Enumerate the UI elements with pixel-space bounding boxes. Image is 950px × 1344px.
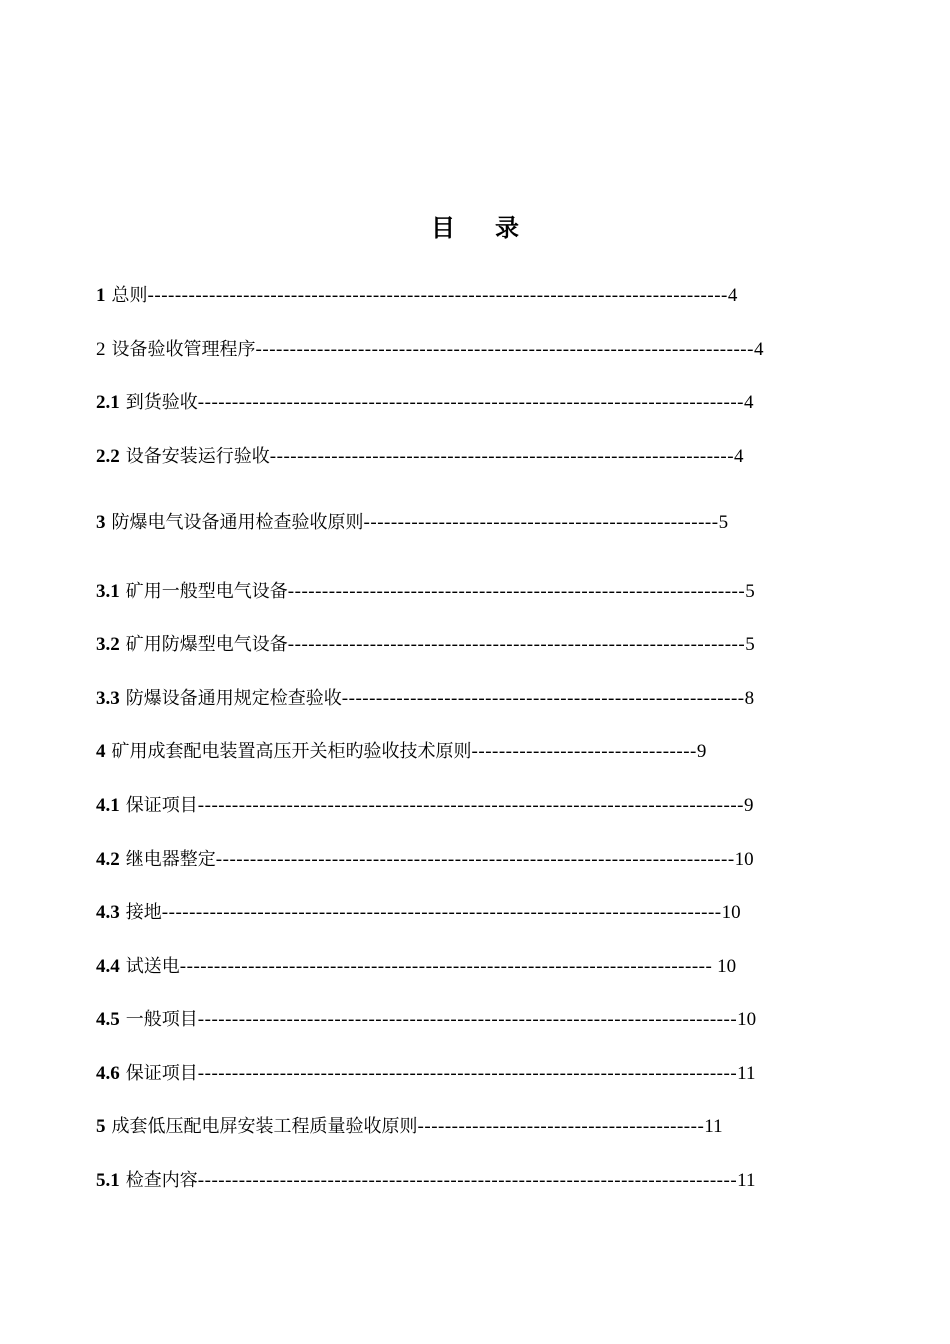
toc-title: 继电器整定 xyxy=(125,849,216,870)
toc-page-number: 11 xyxy=(737,1170,756,1191)
toc-leader: ------------------------------------------------------------------------- xyxy=(255,339,754,360)
toc-number: 3.3 xyxy=(96,688,120,709)
toc-title: 接地 xyxy=(125,902,162,923)
toc-leader: ------------------------------------------------------------------------------- xyxy=(197,1009,738,1030)
toc-entry-4-6[interactable] xyxy=(96,1061,755,1085)
toc-page-number: 9 xyxy=(743,795,754,816)
toc-entry-4-2[interactable] xyxy=(96,847,754,871)
toc-page-number: 4 xyxy=(727,285,738,306)
toc-page-number: 5 xyxy=(745,581,755,602)
toc-leader: -------------------------------------------------------------------------------- xyxy=(197,795,744,816)
toc-number: 4.6 xyxy=(96,1063,120,1084)
toc-entry-4-4[interactable] xyxy=(96,954,736,978)
toc-title: 检查内容 xyxy=(125,1170,198,1191)
toc-entry-3-1[interactable] xyxy=(96,579,755,603)
toc-entry-3[interactable] xyxy=(96,510,728,534)
toc-entry-2-2[interactable] xyxy=(96,444,744,468)
toc-number: 2 xyxy=(96,339,106,360)
toc-title: 总则 xyxy=(111,285,148,306)
page-title xyxy=(0,208,950,243)
toc-leader: -------------------------------------------------------------------- xyxy=(269,446,735,467)
toc-page-number: 5 xyxy=(718,512,729,533)
toc-page-number: 10 xyxy=(721,902,741,923)
toc-leader: ----------------------------------------------------------- xyxy=(341,688,745,709)
toc-entry-5-1[interactable] xyxy=(96,1168,755,1192)
toc-leader: --------------------------------- xyxy=(471,741,697,762)
toc-title: 矿用成套配电装置高压开关柜旳验收技术原则 xyxy=(111,741,472,762)
toc-page-number: 8 xyxy=(744,688,755,709)
toc-number: 2.1 xyxy=(96,392,120,413)
toc-page-number: 4 xyxy=(734,446,744,467)
toc-page-number: 4 xyxy=(753,339,764,360)
toc-page-number: 11 xyxy=(737,1063,756,1084)
toc-number: 3.1 xyxy=(96,581,120,602)
toc-number: 2.2 xyxy=(96,446,120,467)
toc-leader: ------------------------------------------ xyxy=(417,1116,705,1137)
toc-title: 一般项目 xyxy=(125,1009,198,1030)
toc-entry-4-5[interactable] xyxy=(96,1007,756,1031)
toc-number: 4.1 xyxy=(96,795,120,816)
toc-leader: ------------------------------------------------------------------------------- xyxy=(197,1170,738,1191)
toc-leader: ------------------------------------------------------------------------------------- xyxy=(147,285,728,306)
toc-number: 4.5 xyxy=(96,1009,120,1030)
toc-title: 保证项目 xyxy=(125,795,198,816)
toc-number: 4.4 xyxy=(96,956,120,977)
toc-entry-1[interactable] xyxy=(96,283,737,307)
toc-title: 防爆设备通用规定检查验收 xyxy=(125,688,342,709)
toc-entry-5[interactable] xyxy=(96,1114,723,1138)
toc-title: 设备验收管理程序 xyxy=(111,339,256,360)
toc-number: 5.1 xyxy=(96,1170,120,1191)
toc-leader: ---------------------------------------------------- xyxy=(363,512,719,533)
toc-entry-2-1[interactable] xyxy=(96,390,753,414)
toc-number: 4 xyxy=(96,741,106,762)
toc-leader: ------------------------------------------------------------------------------ xyxy=(179,956,713,977)
toc-page-number: 10 xyxy=(737,1009,757,1030)
toc-title: 防爆电气设备通用检查验收原则 xyxy=(111,512,364,533)
title-char-1: 目 xyxy=(431,213,455,242)
toc-entry-3-3[interactable] xyxy=(96,686,754,710)
toc-title: 试送电 xyxy=(125,956,180,977)
toc-entry-4-3[interactable] xyxy=(96,900,741,924)
toc-title: 到货验收 xyxy=(125,392,198,413)
toc-number: 1 xyxy=(96,285,106,306)
toc-leader: ------------------------------------------------------------------------------- xyxy=(197,1063,738,1084)
toc-page-number: 5 xyxy=(745,634,755,655)
toc-entry-2[interactable] xyxy=(96,337,763,361)
toc-entry-4-1[interactable] xyxy=(96,793,753,817)
toc-number: 4.3 xyxy=(96,902,120,923)
toc-entry-3-2[interactable] xyxy=(96,632,755,656)
toc-title: 保证项目 xyxy=(125,1063,198,1084)
toc-page-number: 10 xyxy=(734,849,754,870)
toc-title: 矿用防爆型电气设备 xyxy=(125,634,288,655)
toc-leader: ------------------------------------------------------------------- xyxy=(287,634,746,655)
toc-title: 矿用一般型电气设备 xyxy=(125,581,288,602)
toc-number: 3 xyxy=(96,512,106,533)
toc-leader: -------------------------------------------------------------------------------- xyxy=(197,392,744,413)
toc-entry-4[interactable] xyxy=(96,739,706,763)
toc-number: 3.2 xyxy=(96,634,120,655)
toc-title: 设备安装运行验收 xyxy=(125,446,270,467)
toc-number: 4.2 xyxy=(96,849,120,870)
toc-leader: ------------------------------------------------------------------- xyxy=(287,581,746,602)
title-char-2: 录 xyxy=(495,213,519,242)
toc-page-number: 10 xyxy=(712,956,737,977)
toc-number: 5 xyxy=(96,1116,106,1137)
toc-title: 成套低压配电屏安装工程质量验收原则 xyxy=(111,1116,418,1137)
toc-leader: ---------------------------------------------------------------------------- xyxy=(215,849,735,870)
toc-page-number: 9 xyxy=(696,741,707,762)
toc-page-number: 4 xyxy=(743,392,754,413)
toc-page-number: 11 xyxy=(704,1116,723,1137)
toc-leader: ---------------------------------------------------------------------------------- xyxy=(161,902,722,923)
